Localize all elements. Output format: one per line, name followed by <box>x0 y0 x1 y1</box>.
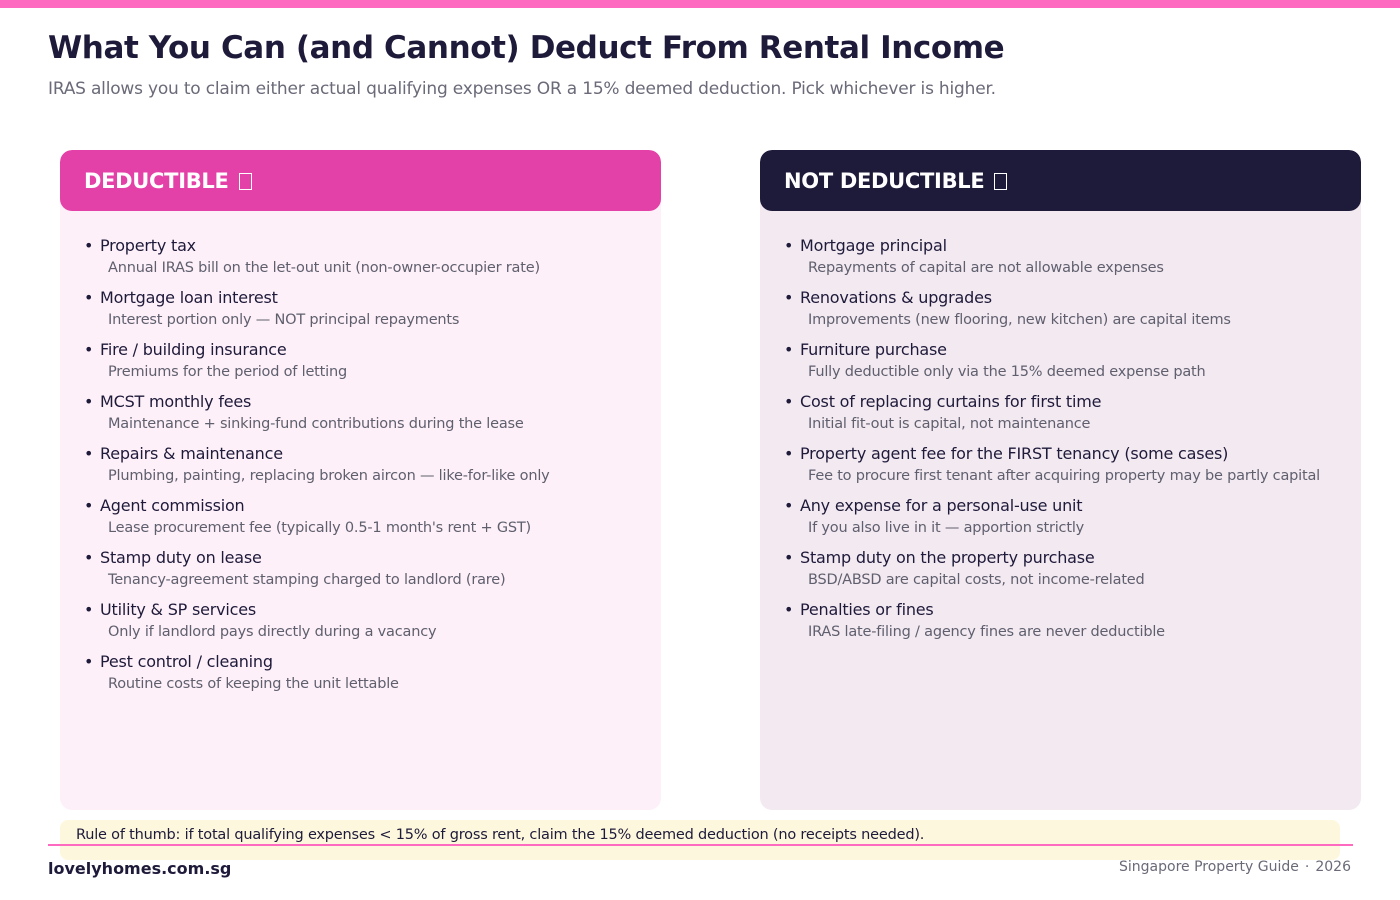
footer-meta <box>1119 859 1351 875</box>
item-description: If you also live in it — apportion strictly <box>808 520 1085 536</box>
item-name: MCST monthly fees <box>100 392 252 411</box>
item-name: Renovations & upgrades <box>800 288 992 307</box>
bullet-icon: • <box>84 548 94 567</box>
bullet-icon: • <box>84 288 94 307</box>
item-description: Repayments of capital are not allowable expenses <box>808 260 1164 276</box>
list-item <box>784 287 1361 331</box>
item-description: Maintenance + sinking-fund contributions during the lease <box>108 416 524 432</box>
footer-divider <box>48 844 1353 846</box>
item-name: Agent commission <box>100 496 245 515</box>
footer-separator: · <box>1304 859 1310 875</box>
top-accent-bar <box>0 0 1400 8</box>
item-description: Fee to procure first tenant after acquiring property may be partly capital <box>808 468 1320 484</box>
item-name: Penalties or fines <box>800 600 934 619</box>
bullet-icon: • <box>784 444 794 463</box>
list-item <box>84 235 661 279</box>
missing-glyph-icon <box>239 173 252 190</box>
item-name: Furniture purchase <box>800 340 947 359</box>
list-item <box>784 599 1361 643</box>
rule-of-thumb-tip: Rule of thumb: if total qualifying expenses < 15% of gross rent, claim the 15% deemed deduction (no receipts needed). <box>60 820 1340 860</box>
page-subtitle: IRAS allows you to claim either actual qualifying expenses OR a 15% deemed deduction. Pick whichever is higher. <box>48 79 996 99</box>
item-description: Interest portion only — NOT principal repayments <box>108 312 460 328</box>
item-description: Plumbing, painting, replacing broken aircon — like-for-like only <box>108 468 550 484</box>
bullet-icon: • <box>84 600 94 619</box>
item-description: Lease procurement fee (typically 0.5-1 month's rent + GST) <box>108 520 532 536</box>
bullet-icon: • <box>84 444 94 463</box>
list-item <box>84 391 661 435</box>
deductible-header <box>60 150 661 211</box>
missing-glyph-icon <box>994 173 1007 190</box>
list-item <box>84 495 661 539</box>
list-item <box>84 287 661 331</box>
item-name: Pest control / cleaning <box>100 652 273 671</box>
item-description: Fully deductible only via the 15% deemed expense path <box>808 364 1206 380</box>
bullet-icon: • <box>84 652 94 671</box>
bullet-icon: • <box>784 288 794 307</box>
bullet-icon: • <box>784 392 794 411</box>
item-description: Routine costs of keeping the unit lettable <box>108 676 399 692</box>
item-description: BSD/ABSD are capital costs, not income-related <box>808 572 1145 588</box>
item-description: Tenancy-agreement stamping charged to landlord (rare) <box>108 572 506 588</box>
item-name: Stamp duty on lease <box>100 548 262 567</box>
list-item <box>784 235 1361 279</box>
item-description: IRAS late-filing / agency fines are never deductible <box>808 624 1165 640</box>
list-item <box>784 547 1361 591</box>
item-description: Improvements (new flooring, new kitchen) are capital items <box>808 312 1231 328</box>
deductible-heading: DEDUCTIBLE <box>84 168 229 193</box>
footer-guide-label: Singapore Property Guide <box>1119 859 1299 875</box>
deductible-list <box>60 211 661 695</box>
bullet-icon: • <box>84 340 94 359</box>
item-name: Property agent fee for the FIRST tenancy (some cases) <box>800 444 1229 463</box>
list-item <box>84 547 661 591</box>
not-deductible-list <box>760 211 1361 643</box>
item-name: Cost of replacing curtains for first time <box>800 392 1102 411</box>
deductible-card <box>60 150 661 810</box>
list-item <box>784 391 1361 435</box>
list-item <box>84 443 661 487</box>
item-name: Mortgage principal <box>800 236 947 255</box>
bullet-icon: • <box>84 236 94 255</box>
not-deductible-card <box>760 150 1361 810</box>
item-name: Stamp duty on the property purchase <box>800 548 1095 567</box>
bullet-icon: • <box>784 600 794 619</box>
list-item <box>784 339 1361 383</box>
footer-year: 2026 <box>1315 859 1351 875</box>
footer-brand: lovelyhomes.com.sg <box>48 859 232 878</box>
page-title: What You Can (and Cannot) Deduct From Rental Income <box>48 30 1005 66</box>
not-deductible-header <box>760 150 1361 211</box>
list-item <box>84 651 661 695</box>
list-item <box>84 599 661 643</box>
item-name: Property tax <box>100 236 196 255</box>
item-name: Utility & SP services <box>100 600 257 619</box>
item-name: Repairs & maintenance <box>100 444 283 463</box>
item-description: Initial fit-out is capital, not maintenance <box>808 416 1091 432</box>
item-description: Only if landlord pays directly during a vacancy <box>108 624 437 640</box>
item-description: Annual IRAS bill on the let-out unit (non-owner-occupier rate) <box>108 260 540 276</box>
item-name: Fire / building insurance <box>100 340 287 359</box>
item-description: Premiums for the period of letting <box>108 364 347 380</box>
list-item <box>784 443 1361 487</box>
item-name: Any expense for a personal-use unit <box>800 496 1083 515</box>
list-item <box>784 495 1361 539</box>
bullet-icon: • <box>784 548 794 567</box>
bullet-icon: • <box>784 496 794 515</box>
list-item <box>84 339 661 383</box>
item-name: Mortgage loan interest <box>100 288 278 307</box>
not-deductible-heading: NOT DEDUCTIBLE <box>784 168 985 193</box>
bullet-icon: • <box>84 392 94 411</box>
bullet-icon: • <box>84 496 94 515</box>
bullet-icon: • <box>784 236 794 255</box>
bullet-icon: • <box>784 340 794 359</box>
